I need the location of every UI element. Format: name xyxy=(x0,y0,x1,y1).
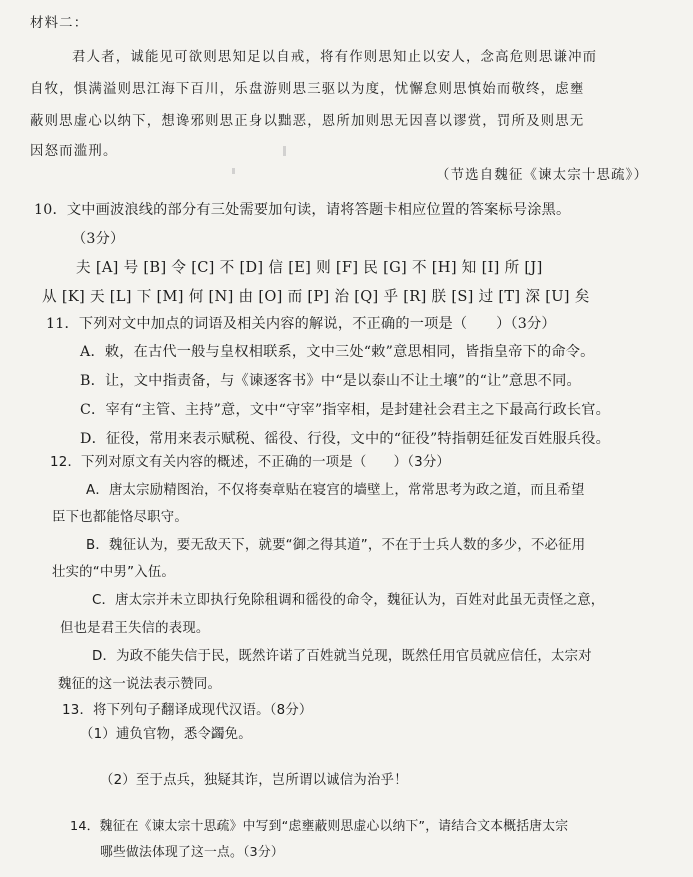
q12-option-a-line-1: A．唐太宗励精图治，不仅将奏章贴在寝宫的墙壁上，常常思考为政之道，而且希望 xyxy=(86,483,585,498)
material-source: （节选自魏征《谏太宗十思疏》） xyxy=(436,168,649,183)
q10-score: （3分） xyxy=(72,231,125,247)
q11-stem: 11．下列对文中加点的词语及相关内容的解说，不正确的一项是（ ）（3分） xyxy=(46,316,556,332)
q11-option-a: A．敕，在古代一般与皇权相联系，文中三处“敕”意思相同，皆指皇帝下的命令。 xyxy=(80,344,595,360)
q13-stem: 13．将下列句子翻译成现代汉语。（8分） xyxy=(62,703,313,718)
material-heading: 材料二： xyxy=(30,16,89,31)
q13-item-1: （1）逋负官物，悉令蠲免。 xyxy=(80,727,252,742)
q10-sentence-row-1: 夫 [A] 号 [B] 令 [C] 不 [D] 信 [E] 则 [F] 民 [G] 不 [H] 知 [I] 所 [J] xyxy=(76,259,543,276)
q11-option-d: D．征役，常用来表示赋税、徭役、行役，文中的“征役”特指朝廷征发百姓服兵役。 xyxy=(80,431,611,447)
q10-sentence-row-2: 从 [K] 天 [L] 下 [M] 何 [N] 由 [O] 而 [P] 治 [Q] 乎 [R] 朕 [S] 过 [T] 深 [U] 矣 xyxy=(42,288,590,305)
q12-stem: 12．下列对原文有关内容的概述，不正确的一项是（ ）（3分） xyxy=(50,455,450,470)
q12-option-c-line-1: C．唐太宗并未立即执行免除租调和徭役的命令，魏征认为，百姓对此虽无责怪之意， xyxy=(92,593,605,608)
material-line-4: 因怒而滥刑。 xyxy=(30,144,118,159)
q11-option-b: B．让，文中指责备，与《谏逐客书》中“是以泰山不让土壤”的“让”意思不同。 xyxy=(80,373,581,389)
q12-option-a-line-2: 臣下也都能恪尽职守。 xyxy=(52,510,188,525)
q11-option-c: C．宰有“主管、主持”意，文中“守宰”指宰相，是封建社会君主之下最高行政长官。 xyxy=(80,402,611,418)
q13-item-2: （2）至于点兵，独疑其诈，岂所谓以诚信为治乎！ xyxy=(100,773,408,788)
q12-option-b-line-1: B．魏征认为，要无敌天下，就要“御之得其道”，不在于士兵人数的多少，不必征用 xyxy=(86,538,586,553)
q14-stem-line-1: 14．魏征在《谏太宗十思疏》中写到“虑壅蔽则思虚心以纳下”，请结合文本概括唐太宗 xyxy=(70,819,569,834)
q12-option-b-line-2: 壮实的“中男”入伍。 xyxy=(52,565,175,580)
q12-option-d-line-1: D．为政不能失信于民，既然许诺了百姓就当兑现，既然任用官员就应信任，太宗对 xyxy=(92,649,592,664)
scan-smudge xyxy=(232,168,235,174)
q10-stem: 10．文中画波浪线的部分有三处需要加句读，请将答题卡相应位置的答案标号涂黑。 xyxy=(34,202,571,218)
material-line-3: 蔽则思虚心以纳下，想谗邪则思正身以黜恶，恩所加则思无因喜以谬赏，罚所及则思无 xyxy=(30,114,585,129)
scan-smudge xyxy=(283,146,286,156)
q12-option-d-line-2: 魏征的这一说法表示赞同。 xyxy=(58,677,222,692)
q14-stem-line-2: 哪些做法体现了这一点。（3分） xyxy=(100,845,284,860)
material-line-2: 自牧，惧满溢则思江海下百川，乐盘游则思三驱以为度，忧懈怠则思慎始而敬终，虑壅 xyxy=(30,82,585,97)
q12-option-c-line-2: 但也是君王失信的表现。 xyxy=(60,621,210,636)
material-line-1: 君人者，诚能见可欲则思知足以自戒，将有作则思知止以安人，念高危则思谦冲而 xyxy=(72,50,598,65)
